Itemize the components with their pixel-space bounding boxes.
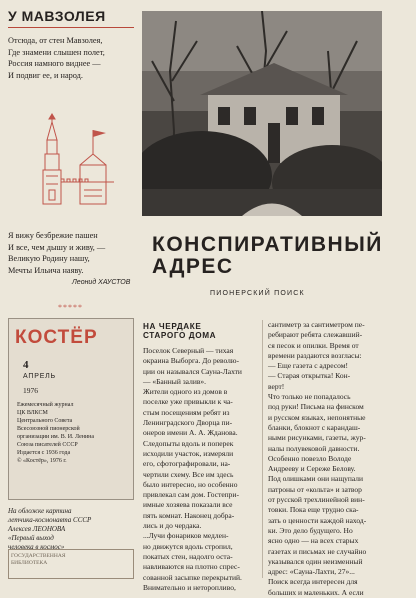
text-line: — «Банный залив». [143,376,206,386]
article-column-2 [268,320,412,598]
cover-note-line: человека в космос» [8,543,65,551]
headline-line: КОНСПИРАТИВНЫЙ [152,233,383,256]
text-line: больших и маленьких. А если [268,587,364,597]
text-line: поселке уже привыкли к ча- [143,397,233,407]
stamp-line: ГОСУДАРСТВЕННАЯ [11,553,66,559]
issue-year: 1976 [23,386,38,395]
text-line: верт! [268,381,285,391]
text-line: стым посещениям ребят из [143,407,230,417]
text-line: патроны от «кольта» и затвор [268,484,362,494]
description-line: ЦК ВЛКСМ [17,410,48,416]
masthead-box [8,318,134,500]
text-line: товки. Пока еще трудно ска- [268,505,359,515]
text-line: указывался один неизменный [268,556,363,566]
description-line: Всесоюзной пионерской [17,426,80,432]
text-line: налы полувековой давности. [268,443,360,453]
text-line: пять комнат. Наконец добра- [143,510,235,520]
poem-line: Россия намного виднее — [8,59,101,68]
poem-line: И подвиг ее, и народ. [8,70,83,80]
magazine-description [17,401,127,465]
text-line: — Еще газета с адресом! [268,361,348,371]
description-line: Ежемесячный журнал [17,402,74,408]
text-line: ции он назывался Сауна-Лахти [143,366,242,376]
text-line: сантиметр за сантиметром пе- [268,320,365,329]
text-line: Жители одного из домов в [143,387,228,397]
text-line: исходили участок, измеряли [143,448,234,458]
section-title-line: НА ЧЕРДАКЕ [143,322,202,331]
text-line: от русской трехлинейной вин- [268,495,365,505]
poem-line: Где знамени слышен полет, [8,47,105,57]
text-line: адрес: «Сауна-Лахти, 27»... [268,567,355,577]
poem-line: И все, чем дышу и живу, — [8,242,106,252]
text-line: Поселок Северный — тихая [143,346,234,355]
text-line: чертили схему. Все им здесь [143,469,234,479]
text-line: газетах и письмах не случайно [268,546,367,556]
text-line: Внимательно и неторопливо, [143,582,236,592]
section-title [143,322,216,340]
text-line: было интересно, но особенно [143,479,238,489]
description-line: Издается с 1936 года [17,450,71,456]
poem-stanza-1 [8,35,105,81]
description-line: © «Костёр», 1976 г. [17,458,67,464]
text-line: зать о ценности каждой наход- [268,515,367,525]
text-line: ся песок и опилки. Время от [268,340,359,350]
cover-note-line: летчика-космонавта СССР [8,516,92,524]
description-line: Центрального Совета [17,418,73,424]
article-rubric: ПИОНЕРСКИЙ ПОИСК [210,290,305,297]
text-line: под руки! Письма на финском [268,402,364,412]
issue-month: АПРЕЛЬ [23,373,56,380]
text-line: и русском языках, непонятные [268,412,366,422]
text-line: Следопыты вдоль и поперек [143,438,234,448]
poem-line: Великую Родину нашу, [8,254,90,263]
article-headline [152,234,392,278]
issue-number: 4 [23,359,29,371]
text-line: покатых стен, надолго оста- [143,551,233,561]
column-divider [262,320,263,578]
text-line: навливаются на плотно спрес- [143,562,240,572]
text-line: Под олишками они нащупали [268,474,364,484]
poem-stanza-2 [8,230,105,276]
text-line: имные хозяева показали все [143,500,233,510]
section-separator: ***** [58,303,83,312]
text-line: окраина Выборга. До револю- [143,356,240,366]
kremlin-tower-illustration [38,110,120,208]
article-column-1 [143,346,263,593]
description-line: организации им. В. И. Ленина [17,434,95,440]
text-line: Ленинградского Дворца пи- [143,418,233,428]
text-line: Что только не попадалось [268,392,351,402]
section-title-line: СТАРОГО ДОМА [143,331,217,341]
poem-line: Мечты Ильича наяву. [8,265,84,275]
cover-note-line: «Первый выход [8,534,54,542]
text-line: времени раздаются возгласы: [268,350,362,360]
text-line: Андрееву и Сереже Белову. [268,464,356,474]
text-line: ными рисунками, газеты, жур- [268,433,366,443]
house-photo [142,11,382,216]
text-line: — Старая открытка! Кон- [268,371,351,381]
text-line: его, сфотографировали, на- [143,459,231,469]
text-line: Поиск всегда интересен для [268,577,358,587]
cover-note-line: На обложке картина [8,507,72,515]
library-stamp [8,549,134,579]
text-line: ребирают ребята слежавший- [268,330,363,340]
description-line: Союза писателей СССР [17,442,78,448]
text-line: ...Лучи фонариков медлен- [143,531,229,541]
text-line: бланки, блокнот с карандаш- [268,422,361,432]
poem-line: Отсюда, от стен Мавзолея, [8,36,103,45]
text-line: лись и до чердака. [143,521,202,531]
magazine-name: КОСТЁР [15,327,98,348]
text-line: но движутся вдоль стропил, [143,541,233,551]
poem-author: Леонид ХАУСТОВ [72,279,131,286]
text-line: привлекал сам дом. Гостепри- [143,490,239,500]
text-line: сованной засыпке перекрытий. [143,572,242,582]
text-line: ки. Это дело будущего. Но [268,525,353,535]
title-divider [8,27,134,28]
stamp-line: БИБЛИОТЕКА [11,560,48,566]
stamp-text [11,553,66,567]
poem-title: У МАВЗОЛЕЯ [8,8,106,24]
cover-note-line: Алексея ЛЕОНОВА [8,525,66,533]
text-line: ясно одно — на всех старых [268,536,359,546]
poem-line: Я вижу безбрежие пашен [8,231,98,240]
text-line: Особенно повезло Володе [268,453,352,463]
headline-line: АДРЕС [152,255,234,278]
cover-note [8,507,136,552]
text-line: онеров имени А. А. Жданова. [143,428,238,438]
